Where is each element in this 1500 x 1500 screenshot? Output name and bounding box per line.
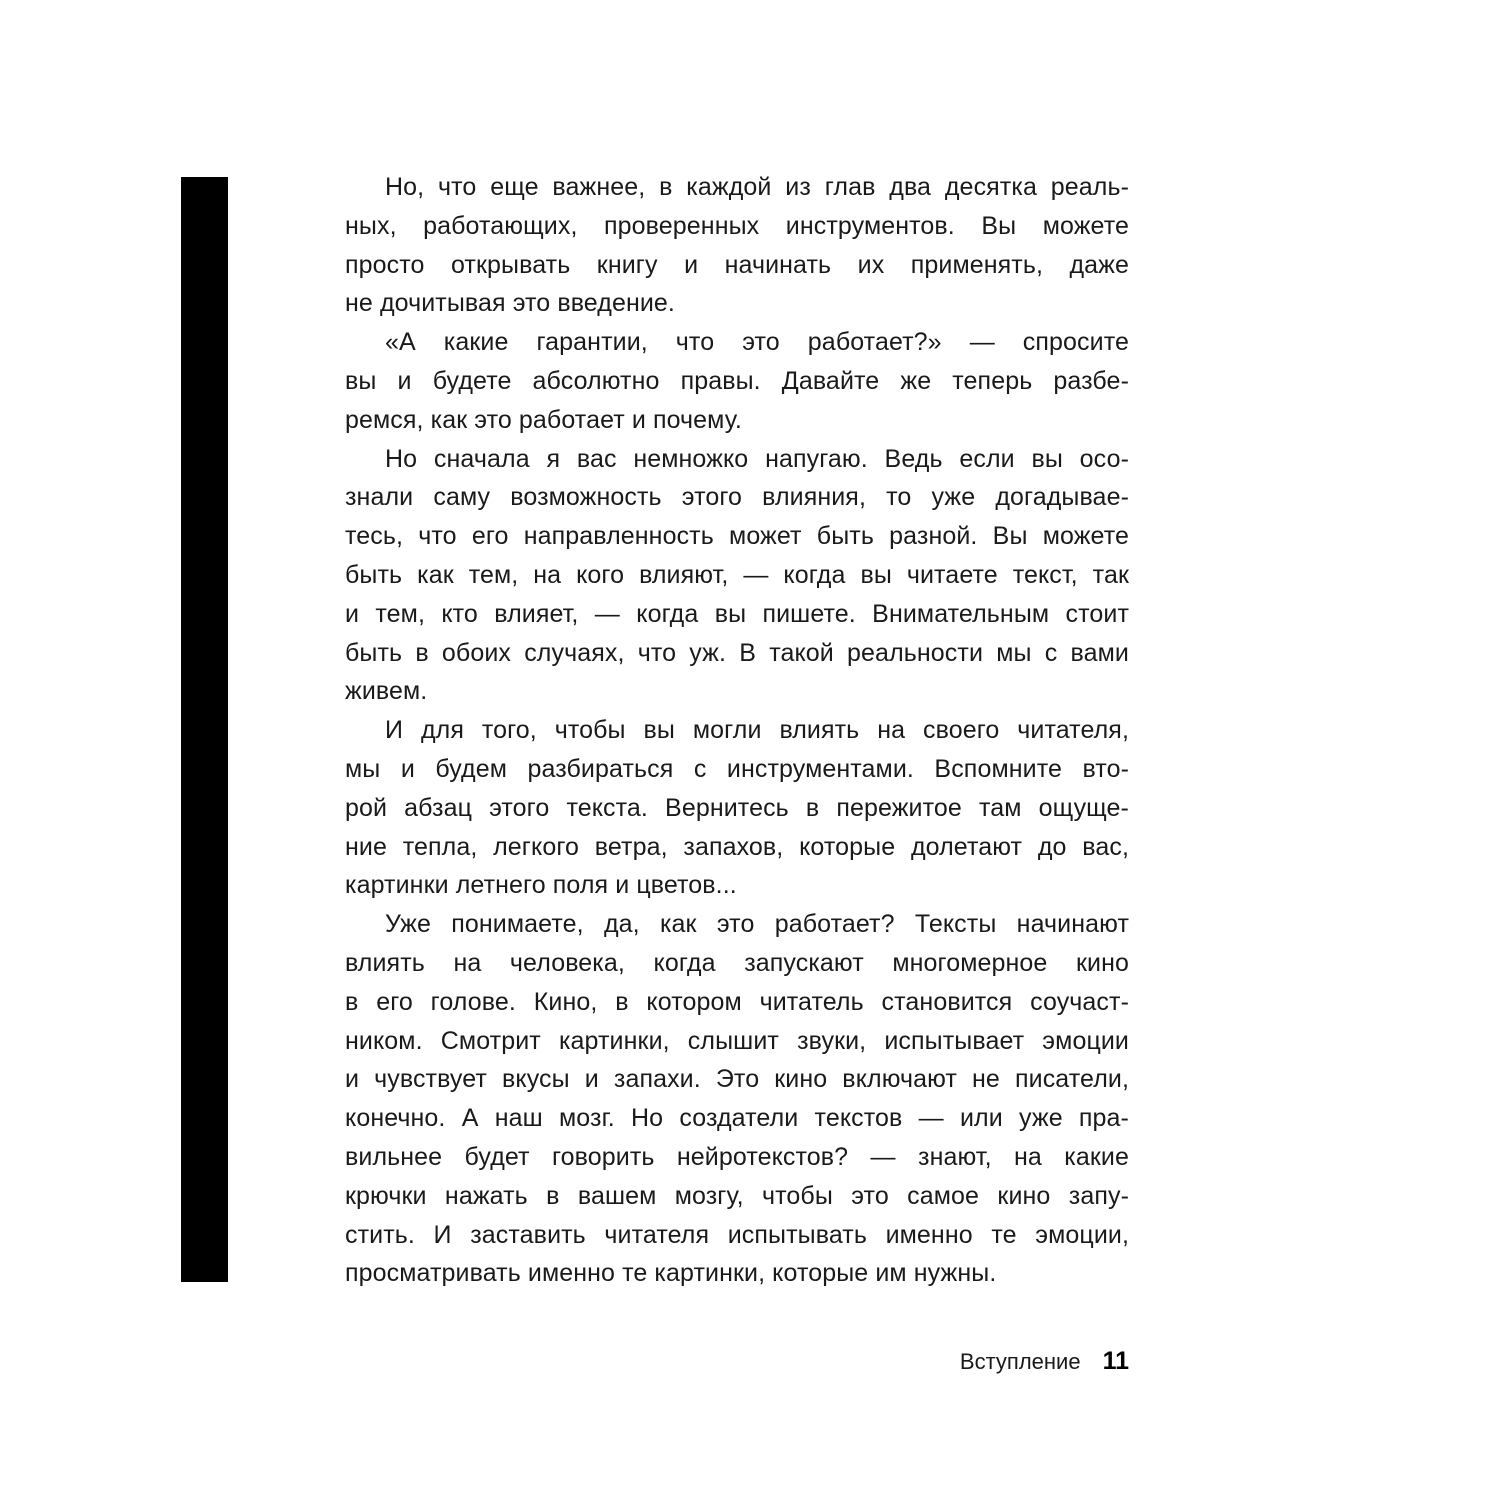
text-line: вильнее будет говорить нейротекстов? — знают, на какие: [345, 1142, 1129, 1171]
text-line: не дочитывая это введение.: [345, 289, 675, 318]
text-line: стить. И заставить читателя испытывать именно те эмоции,: [345, 1220, 1129, 1249]
text-line: просто открывать книгу и начинать их применять, даже: [345, 250, 1129, 279]
text-line: и тем, кто влияет, — когда вы пишете. Внимательным стоит: [345, 599, 1129, 628]
text-line: Но, что еще важнее, в каждой из глав два десятка реаль-: [385, 173, 1129, 201]
text-line: крючки нажать в вашем мозгу, чтобы это самое кино запу-: [345, 1181, 1129, 1210]
text-line: живем.: [345, 677, 428, 706]
text-line: вы и будете абсолютно правы. Давайте же теперь разбе-: [345, 366, 1129, 395]
text-line: мы и будем разбираться с инструментами. Вспомните вто-: [345, 754, 1129, 783]
running-title: Вступление: [959, 1349, 1081, 1374]
text-line: картинки летнего поля и цветов...: [345, 871, 737, 900]
text-line: и чувствует вкусы и запахи. Это кино включают не писатели,: [345, 1065, 1129, 1094]
text-line: влиять на человека, когда запускают многомерное кино: [345, 948, 1129, 977]
text-line: просматривать именно те картинки, которые им нужны.: [345, 1259, 997, 1288]
body-text: [345, 168, 1129, 1293]
text-line: в его голове. Кино, в котором читатель становится соучаст-: [345, 987, 1129, 1016]
page-footer: [960, 1344, 1129, 1378]
text-line: быть как тем, на кого влияют, — когда вы читаете текст, так: [345, 560, 1129, 589]
text-line: И для того, чтобы вы могли влиять на своего читателя,: [385, 716, 1129, 745]
text-line: «А какие гарантии, что это работает?» — спросите: [385, 328, 1129, 357]
text-line: ние тепла, легкого ветра, запахов, которые долетают до вас,: [345, 832, 1129, 861]
text-line: ных, работающих, проверенных инструментов. Вы можете: [345, 211, 1129, 240]
text-line: рой абзац этого текста. Вернитесь в пережитое там ощуще-: [345, 793, 1129, 822]
text-line: ником. Смотрит картинки, слышит звуки, испытывает эмоции: [345, 1026, 1129, 1055]
page-number: 11: [1102, 1347, 1129, 1375]
text-line: конечно. А наш мозг. Но создатели текстов — или уже пра-: [345, 1104, 1129, 1133]
text-line: тесь, что его направленность может быть разной. Вы можете: [345, 522, 1129, 551]
text-line: знали саму возможность этого влияния, то уже догадывае-: [345, 483, 1129, 512]
chapter-edge-bar: [181, 177, 228, 1282]
text-line: ремся, как это работает и почему.: [345, 405, 742, 434]
text-line: Уже понимаете, да, как это работает? Тексты начинают: [385, 910, 1129, 939]
text-line: быть в обоих случаях, что уж. В такой реальности мы с вами: [345, 638, 1129, 667]
text-line: Но сначала я вас немножко напугаю. Ведь если вы осо-: [385, 444, 1129, 473]
